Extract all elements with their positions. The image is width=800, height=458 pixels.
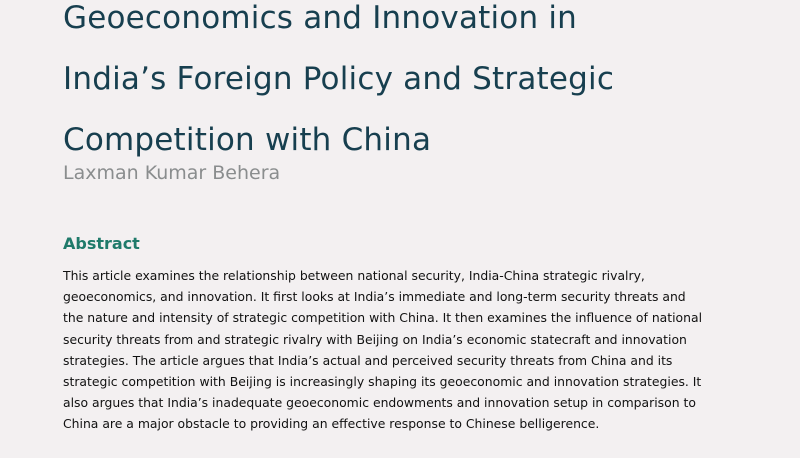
abstract-line: geoeconomics, and innovation. It first looks at India’s immediate and long-term security threats and [63, 289, 686, 305]
abstract-line: strategic competition with Beijing is increasingly shaping its geoeconomic and innovation strategies. It [63, 374, 702, 390]
abstract-body [63, 265, 723, 435]
abstract-line: also argues that India’s inadequate geoeconomic endowments and innovation setup in comparison to [63, 395, 696, 411]
abstract-line: This article examines the relationship between national security, India-China strategic rivalry, [63, 268, 645, 283]
title-line: Competition with China [63, 122, 432, 158]
abstract-line: strategies. The article argues that India’s actual and perceived security threats from China and its [63, 352, 673, 368]
abstract-line: the nature and intensity of strategic competition with China. It then examines the influence of national [63, 310, 703, 326]
abstract-heading: Abstract [63, 234, 140, 253]
author-name: Laxman Kumar Behera [63, 162, 281, 184]
title-line: India’s Foreign Policy and Strategic [63, 61, 615, 97]
paper-title [63, 0, 763, 171]
abstract-line: China are a major obstacle to providing an effective response to Chinese belligerence. [63, 416, 600, 432]
title-line: Geoeconomics and Innovation in [63, 0, 578, 36]
abstract-line: security threats from and strategic rivalry with Beijing on India’s economic statecraft and innovation [63, 331, 687, 347]
